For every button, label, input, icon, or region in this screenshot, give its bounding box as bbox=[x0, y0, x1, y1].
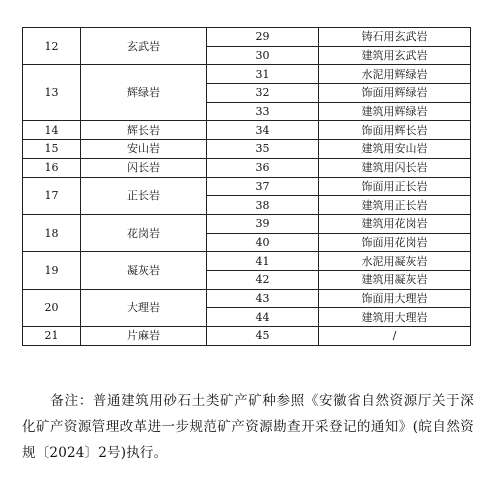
cell-mineral-use: 饰面用正长岩 bbox=[319, 177, 471, 196]
cell-mineral-code: 29 bbox=[207, 28, 319, 47]
cell-mineral-code: 36 bbox=[207, 158, 319, 177]
cell-rock-type: 安山岩 bbox=[81, 140, 207, 159]
cell-mineral-code: 44 bbox=[207, 308, 319, 327]
cell-mineral-use: 饰面用大理岩 bbox=[319, 289, 471, 308]
cell-mineral-code: 31 bbox=[207, 65, 319, 84]
cell-mineral-use: 建筑用大理岩 bbox=[319, 308, 471, 327]
table-row bbox=[23, 214, 471, 233]
cell-rock-type: 辉长岩 bbox=[81, 121, 207, 140]
cell-mineral-use: 水泥用凝灰岩 bbox=[319, 252, 471, 271]
cell-mineral-code: 34 bbox=[207, 121, 319, 140]
table-row bbox=[23, 158, 471, 177]
cell-rock-type: 闪长岩 bbox=[81, 158, 207, 177]
cell-rock-type: 玄武岩 bbox=[81, 28, 207, 65]
cell-mineral-use: 建筑用辉绿岩 bbox=[319, 102, 471, 121]
cell-serial-number: 12 bbox=[23, 28, 81, 65]
cell-mineral-use: 建筑用玄武岩 bbox=[319, 46, 471, 65]
cell-serial-number: 14 bbox=[23, 121, 81, 140]
cell-serial-number: 18 bbox=[23, 214, 81, 251]
cell-mineral-use: 建筑用安山岩 bbox=[319, 140, 471, 159]
cell-serial-number: 20 bbox=[23, 289, 81, 326]
cell-mineral-code: 39 bbox=[207, 214, 319, 233]
cell-mineral-use: 建筑用正长岩 bbox=[319, 196, 471, 215]
cell-mineral-use: 建筑用闪长岩 bbox=[319, 158, 471, 177]
cell-mineral-use: 建筑用花岗岩 bbox=[319, 214, 471, 233]
table-row bbox=[23, 252, 471, 271]
table-row bbox=[23, 28, 471, 47]
cell-mineral-code: 38 bbox=[207, 196, 319, 215]
cell-mineral-use: 饰面用辉绿岩 bbox=[319, 84, 471, 103]
cell-mineral-use: 饰面用辉长岩 bbox=[319, 121, 471, 140]
cell-mineral-code: 42 bbox=[207, 270, 319, 289]
cell-mineral-code: 35 bbox=[207, 140, 319, 159]
cell-mineral-use: 饰面用花岗岩 bbox=[319, 233, 471, 252]
cell-mineral-code: 32 bbox=[207, 84, 319, 103]
cell-mineral-use: 水泥用辉绿岩 bbox=[319, 65, 471, 84]
cell-mineral-code: 33 bbox=[207, 102, 319, 121]
cell-mineral-use: 建筑用凝灰岩 bbox=[319, 270, 471, 289]
cell-serial-number: 21 bbox=[23, 327, 81, 346]
cell-serial-number: 16 bbox=[23, 158, 81, 177]
table-row bbox=[23, 177, 471, 196]
table-body bbox=[23, 28, 471, 346]
cell-mineral-code: 45 bbox=[207, 327, 319, 346]
cell-mineral-code: 40 bbox=[207, 233, 319, 252]
cell-rock-type: 花岗岩 bbox=[81, 214, 207, 251]
cell-rock-type: 辉绿岩 bbox=[81, 65, 207, 121]
cell-rock-type: 片麻岩 bbox=[81, 327, 207, 346]
cell-mineral-code: 41 bbox=[207, 252, 319, 271]
table-row bbox=[23, 327, 471, 346]
table-row bbox=[23, 121, 471, 140]
cell-mineral-use: / bbox=[319, 327, 471, 346]
cell-mineral-code: 37 bbox=[207, 177, 319, 196]
cell-serial-number: 19 bbox=[23, 252, 81, 289]
mineral-table bbox=[22, 27, 471, 346]
cell-mineral-code: 43 bbox=[207, 289, 319, 308]
cell-rock-type: 正长岩 bbox=[81, 177, 207, 214]
cell-mineral-code: 30 bbox=[207, 46, 319, 65]
footnote bbox=[22, 388, 474, 466]
table-row bbox=[23, 289, 471, 308]
cell-serial-number: 13 bbox=[23, 65, 81, 121]
cell-serial-number: 17 bbox=[23, 177, 81, 214]
cell-rock-type: 凝灰岩 bbox=[81, 252, 207, 289]
table-row bbox=[23, 140, 471, 159]
table-row bbox=[23, 65, 471, 84]
cell-mineral-use: 铸石用玄武岩 bbox=[319, 28, 471, 47]
cell-serial-number: 15 bbox=[23, 140, 81, 159]
note-text: 备注：普通建筑用砂石土类矿产矿种参照《安徽省自然资源厅关于深化矿产资源管理改革进一步规范矿产资源勘查开采登记的通知》(皖自然资规〔2024〕2号)执行。 bbox=[22, 393, 474, 461]
cell-rock-type: 大理岩 bbox=[81, 289, 207, 326]
